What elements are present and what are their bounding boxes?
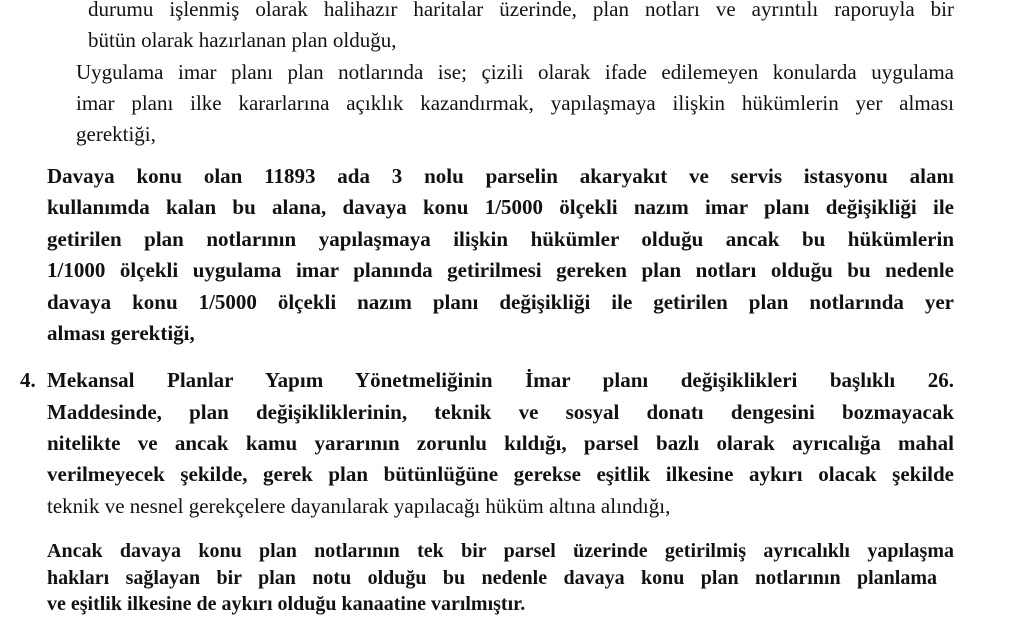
text-line: Maddesinde, plan değişikliklerinin, teknik ve sosyal donatı dengesini bozmayacak: [47, 400, 954, 424]
text-line: Uygulama imar planı plan notlarında ise; çizili olarak ifade edilemeyen konularda uygulama: [76, 60, 954, 84]
text-line: 1/1000 ölçekli uygulama imar planında getirilmesi gereken plan notları olduğu bu nedenle: [47, 258, 954, 282]
text-line: durumu işlenmiş olarak halihazır haritalar üzerinde, plan notları ve ayrıntılı raporuyla bir: [88, 0, 954, 21]
text-line: gerektiği,: [76, 122, 156, 146]
text-line: verilmeyecek şekilde, gerek plan bütünlüğüne gerekse eşitlik ilkesine aykırı olacak şekilde: [47, 462, 954, 486]
text-line: imar planı ilke kararlarına açıklık kazandırmak, yapılaşmaya ilişkin hükümlerin yer alması: [76, 91, 954, 115]
text-line: kullanımda kalan bu alana, davaya konu 1/5000 ölçekli nazım imar planı değişikliği ile: [47, 195, 954, 219]
text-line: Mekansal Planlar Yapım Yönetmeliğinin İmar planı değişiklikleri başlıklı 26.: [47, 368, 954, 392]
text-line: bütün olarak hazırlanan plan olduğu,: [88, 28, 397, 52]
text-line: davaya konu 1/5000 ölçekli nazım planı değişikliği ile getirilen plan notlarında yer: [47, 290, 954, 314]
text-line: teknik ve nesnel gerekçelere dayanılarak yapılacağı hüküm altına alındığı,: [47, 494, 671, 518]
text-line: Davaya konu olan 11893 ada 3 nolu parselin akaryakıt ve servis istasyonu alanı: [47, 164, 954, 188]
text-line: ve eşitlik ilkesine de aykırı olduğu kanaatine varılmıştır.: [47, 593, 526, 615]
text-line: nitelikte ve ancak kamu yararının zorunlu kıldığı, parsel bazlı olarak ayrıcalığa mahal: [47, 431, 954, 455]
text-line: Ancak davaya konu plan notlarının tek bir parsel üzerinde getirilmiş ayrıcalıklı yapılaşma: [47, 540, 954, 562]
text-line: getirilen plan notlarının yapılaşmaya ilişkin hükümler olduğu ancak bu hükümlerin: [47, 227, 954, 251]
text-line: hakları sağlayan bir plan notu olduğu bu nedenle davaya konu plan notlarının planlama: [47, 567, 937, 589]
text-line: alması gerektiği,: [47, 321, 195, 345]
item-4-number: 4.: [20, 368, 36, 392]
